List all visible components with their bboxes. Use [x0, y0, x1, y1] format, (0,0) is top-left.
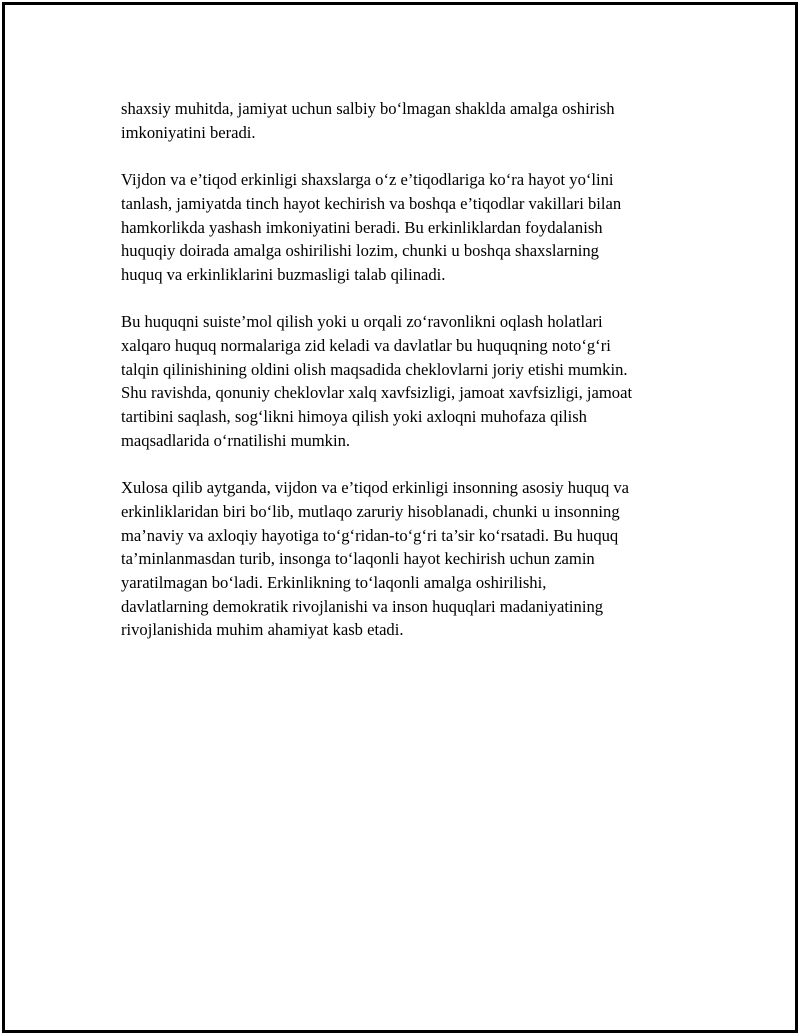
paragraph-line: tartibini saqlash, sog‘likni himoya qilish yoki axloqni muhofaza qilish — [121, 407, 587, 427]
paragraph-line: hamkorlikda yashash imkoniyatini beradi. Bu erkinliklardan foydalanish — [121, 217, 603, 237]
paragraph-4 — [121, 476, 721, 642]
paragraph-line: talqin qilinishining oldini olish maqsadida cheklovlarni joriy etishi mumkin. — [121, 359, 628, 379]
paragraph-1 — [121, 97, 721, 144]
paragraph-line: erkinliklaridan biri bo‘lib, mutlaqo zaruriy hisoblanadi, chunki u insonning — [121, 501, 620, 521]
paragraph-3 — [121, 310, 721, 452]
paragraph-line: huquqiy doirada amalga oshirilishi lozim, chunki u boshqa shaxslarning — [121, 241, 599, 261]
paragraph-line: Bu huquqni suiste’mol qilish yoki u orqali zo‘ravonlikni oqlash holatlari — [121, 312, 603, 332]
paragraph-2 — [121, 168, 721, 287]
paragraph-line: xalqaro huquq normalariga zid keladi va davlatlar bu huquqning noto‘g‘ri — [121, 336, 611, 355]
page-frame — [2, 2, 798, 1033]
paragraph-line: davlatlarning demokratik rivojlanishi va inson huquqlari madaniyatining — [121, 596, 604, 616]
paragraph-line: maqsadlarida o‘rnatilishi mumkin. — [121, 430, 351, 450]
document-body — [121, 97, 721, 666]
paragraph-line: yaratilmagan bo‘ladi. Erkinlikning to‘laqonli amalga oshirilishi, — [121, 573, 547, 593]
paragraph-line: Vijdon va e’tiqod erkinligi shaxslarga o‘z e’tiqodlariga ko‘ra hayot yo‘lini — [121, 170, 614, 190]
paragraph-line: ma’naviy va axloqiy hayotiga to‘g‘ridan-to‘g‘ri ta’sir ko‘rsatadi. Bu huquq — [121, 525, 619, 545]
paragraph-line: shaxsiy muhitda, jamiyat uchun salbiy bo‘lmagan shaklda amalga oshirish — [121, 99, 615, 118]
paragraph-line: huquq va erkinliklarini buzmasligi talab qilinadi. — [121, 264, 446, 284]
paragraph-line: imkoniyatini beradi. — [121, 122, 256, 142]
paragraph-line: Shu ravishda, qonuniy cheklovlar xalq xavfsizligi, jamoat xavfsizligi, jamoat — [121, 383, 633, 403]
paragraph-line: tanlash, jamiyatda tinch hayot kechirish va boshqa e’tiqodlar vakillari bilan — [121, 193, 622, 213]
paragraph-line: ta’minlanmasdan turib, insonga to‘laqonli hayot kechirish uchun zamin — [121, 549, 595, 569]
paragraph-line: rivojlanishida muhim ahamiyat kasb etadi. — [121, 620, 404, 640]
paragraph-line: Xulosa qilib aytganda, vijdon va e’tiqod erkinligi insonning asosiy huquq va — [121, 478, 630, 498]
